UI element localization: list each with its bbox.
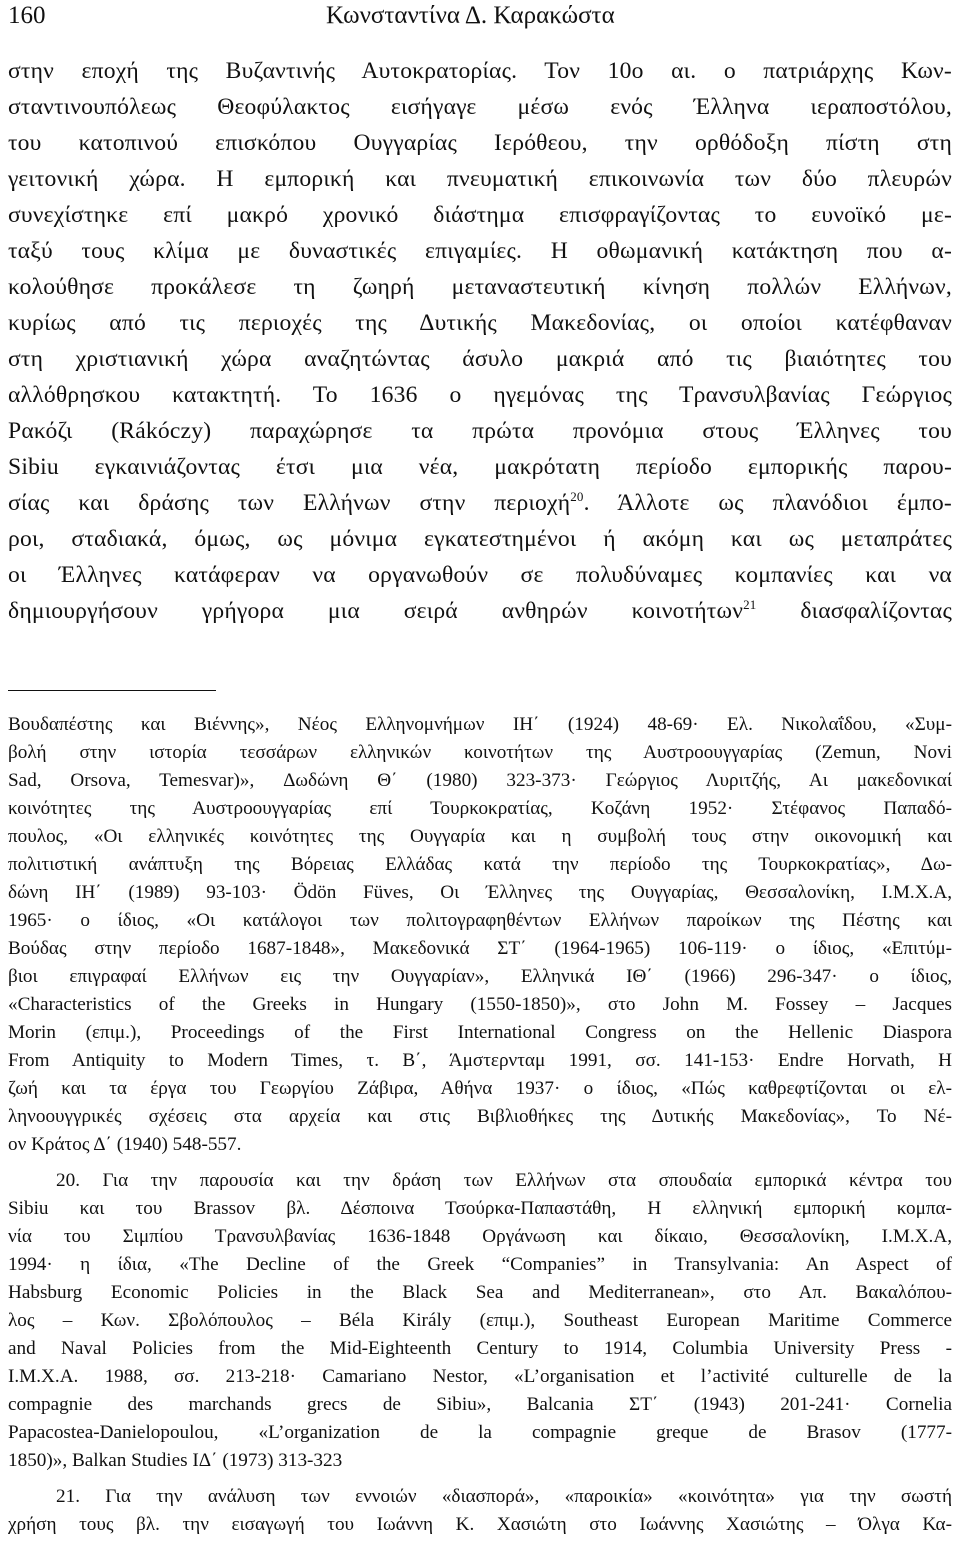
body-line: Sibiu εγκαινιάζοντας έτσι μια νέα, μακρότατη περίοδο εμπορικής παρου- [8,454,952,480]
footnote-line: Papacostea-Danielopoulou, «L’organization de la compagnie greque de Brasov (1777- [8,1422,952,1443]
footnote-line: 21. Για την ανάλυση των εννοιών «διασπορά», «παροικία» «κοινότητα» για την σωστή [56,1486,952,1507]
body-line-text: σίας και δράσης των Ελλήνων στην περιοχή [8,490,571,516]
footnote-line: λος – Κων. Σβολόπουλος – Béla Király (επιμ.), Southeast European Maritime Commerce [8,1310,952,1331]
footnote-line: Sibiu και του Brassov βλ. Δέσποινα Τσούρκα-Παπαστάθη, Η ελληνική εμπορική κομπα- [8,1198,952,1219]
footnote-line: πουλος, «Οι ελληνικές κοινότητες της Ουγγαρία και η συμβολή τους στην οικονομική και [8,826,952,847]
body-line: του κατοπινού επισκόπου Ουγγαρίας Ιερόθεου, την ορθόδοξη πίστη στη [8,130,952,156]
footnote-line: compagnie des marchands grecs de Sibiu», Balcania ΣΤ΄ (1943) 201-241· Cornelia [8,1394,952,1415]
footnote-line: βιοι επιγραφαί Ελλήνων εις την Ουγγαρίαν», Ελληνικά ΙΘ΄ (1966) 296-347· ο ίδιος, [8,966,952,987]
body-line: Ρακόζι (Rákóczy) παραχώρησε τα πρώτα προνόμια στους Έλληνες του [8,418,952,444]
footnote-line: νία του Σιμπίου Τρανσυλβανίας 1636-1848 Οργάνωση και δίκαιο, Θεσσαλονίκη, Ι.Μ.Χ.Α, [8,1226,952,1247]
body-line: σταντινουπόλεως Θεοφύλακτος εισήγαγε μέσω ενός Έλληνα ιεραποστόλου, [8,94,952,120]
running-title: Κωνσταντίνα Δ. Καρακώστα [326,2,615,29]
page-header [8,2,952,36]
footnote-line: and Naval Policies from the Mid-Eighteenth Century to 1914, Columbia University Press - [8,1338,952,1359]
footnote-line: πολιτιστική ανάπτυξη της Βόρειας Ελλάδας κατά την περίοδο της Τουρκοκρατίας», Δω- [8,854,952,875]
footnote-line: I.M.X.A. 1988, σσ. 213-218· Camariano Nestor, «L’organisation et l’activité culturelle de la [8,1366,952,1387]
page-number: 160 [8,2,46,29]
body-line: στην εποχή της Βυζαντινής Αυτοκρατορίας. Τον 10ο αι. ο πατριάρχης Κων- [8,58,952,84]
body-line [8,488,952,518]
body-line [8,596,952,626]
footnote-line: From Antiquity to Modern Times, τ. Β΄, Άμστερνταμ 1991, σσ. 141-153· Endre Horvath, Η [8,1050,952,1071]
footnote-line: 1965· ο ίδιος, «Οι κατάλογοι των πολιτογραφηθέντων Ελλήνων παροίκων της Πέστης και [8,910,952,931]
footnote-line: ληνοουγγρικές σχέσεις στα αρχεία και στις Βιβλιοθήκες της Δυτικής Μακεδονίας», Το Νέ- [8,1106,952,1127]
body-line-text: διασφαλίζοντας [756,598,952,624]
body-line: γειτονική χώρα. Η εμπορική και πνευματική επικοινωνία των δύο πλευρών [8,166,952,192]
footnote-line: Habsburg Economic Policies in the Black Sea and Mediterranean», στο Απ. Βακαλόπου- [8,1282,952,1303]
body-line: αλλόθρησκου κατακτητή. Το 1636 ο ηγεμόνας της Τρανσυλβανίας Γεώργιος [8,382,952,408]
footnote-line: δώνη ΙΗ΄ (1989) 93-103· Ödön Füves, Οι Έλληνες της Ουγγαρίας, Θεσσαλονίκη, Ι.Μ.Χ.Α, [8,882,952,903]
footnote-line: «Characteristics of the Greeks in Hungary (1550-1850)», στο John M. Fossey – Jacques [8,994,952,1015]
footnote-separator [8,690,216,691]
footnote-line: ζωή και τα έργα του Γεωργίου Ζάβιρα, Αθήνα 1937· ο ίδιος, «Πώς καθρεφτίζονται οι ελ- [8,1078,952,1099]
footnote-ref-21: 21 [743,597,757,612]
body-line-text: δημιουργήσουν γρήγορα μια σειρά ανθηρών κοινοτήτων [8,598,744,624]
footnote-line: βολή στην ιστορία τεσσάρων ελληνικών κοινοτήτων της Αυστροουγγαρίας (Zemun, Novi [8,742,952,763]
footnote-line: χρήση τους βλ. την εισαγωγή του Ιωάννη Κ. Χασιώτη στο Ιωάννης Χασιώτης – Όλγα Κα- [8,1514,952,1535]
footnote-line: 20. Για την παρουσία και την δράση των Ελλήνων στα σπουδαία εμπορικά κέντρα του [56,1170,952,1191]
body-line: στη χριστιανική χώρα αναζητώντας άσυλο μακριά από τις βιαιότητες του [8,346,952,372]
body-line: κυρίως από τις περιοχές της Δυτικής Μακεδονίας, οι οποίοι κατέφθαναν [8,310,952,336]
footnote-line: Βούδας στην περίοδο 1687-1848», Μακεδονικά ΣΤ΄ (1964-1965) 106-119· ο ίδιος, «Επιτύμ- [8,938,952,959]
body-line: οι Έλληνες κατάφεραν να οργανωθούν σε πολυδύναμες κομπανίες και να [8,562,952,588]
footnote-line: ον Κράτος Δ΄ (1940) 548-557. [8,1134,242,1155]
body-line: συνεχίστηκε επί μακρό χρονικό διάστημα επισφραγίζοντας το ευνοϊκό με- [8,202,952,228]
footnote-line: Βουδαπέστης και Βιέννης», Νέος Ελληνομνήμων ΙΗ΄ (1924) 48-69· Ελ. Νικολαΐδου, «Συμ- [8,714,952,735]
footnote-line: κοινότητες της Αυστροουγγαρίας επί Τουρκοκρατίας, Κοζάνη 1952· Στέφανος Παπαδό- [8,798,952,819]
body-line: ροι, σταδιακά, όμως, ως μόνιμα εγκατεστημένοι ή ακόμη και ως μεταπράτες [8,526,952,552]
body-line-text: . Άλλοτε ως πλανόδιοι έμπο- [583,490,952,516]
footnote-line: Sad, Orsova, Temesvar)», Δωδώνη Θ΄ (1980) 323-373· Γεώργιος Λυριτζής, Αι μακεδονικαί [8,770,952,791]
body-line: κολούθησε προκάλεσε τη ζωηρή μεταναστευτική κίνηση πολλών Ελλήνων, [8,274,952,300]
footnote-line: Morin (επιμ.), Proceedings of the First International Congress on the Hellenic Diaspora [8,1022,952,1043]
footnote-line: 1994· η ίδια, «The Decline of the Greek “Companies” in Transylvania: An Aspect of [8,1254,952,1275]
footnote-ref-20: 20 [570,489,584,504]
body-line: ταξύ τους κλίμα με δυναστικές επιγαμίες. Η οθωμανική κατάκτηση που α- [8,238,952,264]
footnote-line: 1850)», Balkan Studies ΙΔ΄ (1973) 313-323 [8,1450,343,1471]
